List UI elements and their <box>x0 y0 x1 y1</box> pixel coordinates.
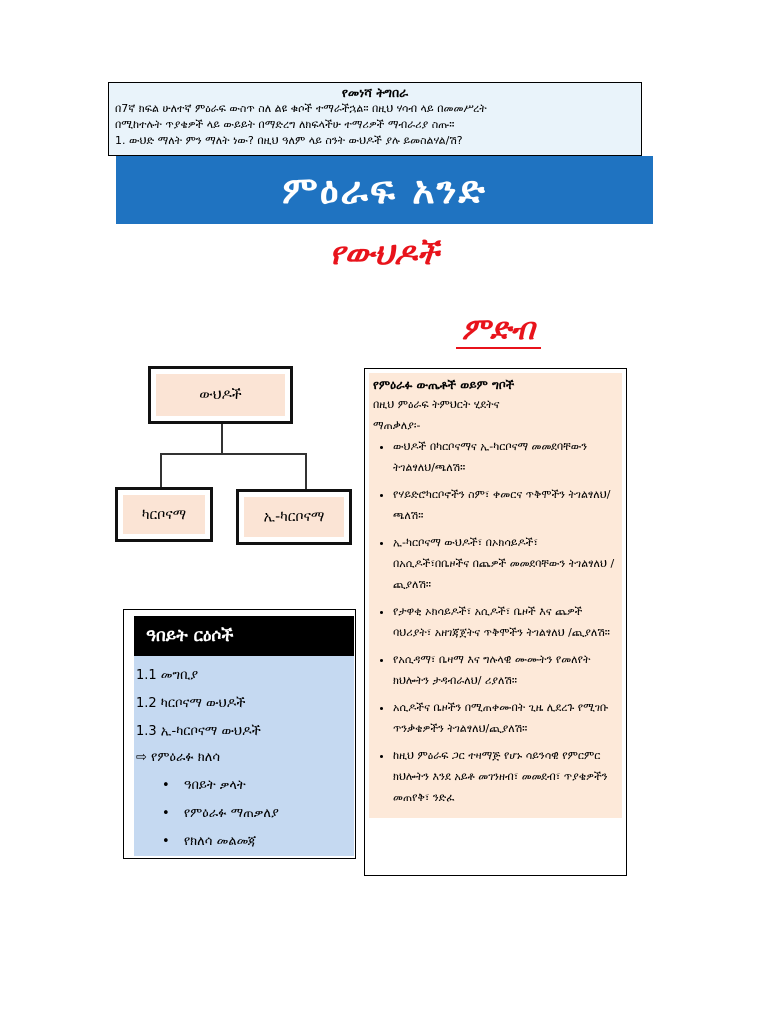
objectives-intro-1: በዚህ ምዕራፍ ትምህርት ሂደትና <box>373 398 500 411</box>
diagram-left-label: ካርቦናማ <box>141 506 187 523</box>
chapter-objectives-box <box>364 368 627 876</box>
diagram-right-label: ኢ-ካርቦናማ <box>263 509 325 525</box>
diagram-connector-left <box>160 453 162 488</box>
diagram-root-label: ውህዶች <box>199 387 242 403</box>
objective-item: • አሲዶችና ቤዞችን በሚጠቀሙበት ጊዜ ሊደረጉ የሚገቡ ጥንቃቄዎችን ትገልፃለህ/ጪያለሽ። <box>393 697 616 739</box>
diagram-connector-right <box>305 453 307 489</box>
objective-item: • የታዋቂ ኦክሳይዶች፣ አሲዶች፣ ቤዞች እና ጨዎች ባህሪያት፣ አዘገጃጀትና ጥቅሞችን ትገልፃለህ /ጪያለሽ። <box>393 601 616 643</box>
topic-item: 1.1 መግቢያ <box>136 668 199 683</box>
introduction-word: ምድብ <box>456 312 541 349</box>
objective-item: • የሃይድሮካርቦኖችን ስም፣ ቀመርና ጥቅሞችን ትገልፃለህ/ጫለሽ። <box>393 484 616 526</box>
diagram-left-box <box>115 487 213 542</box>
starter-line-2: በሚከተሉት ጥያቄዎች ላይ ውይይት በማድረግ ለክፍላችሁ ተማሪዎች ማብራሪያ ስጡ። <box>115 118 455 131</box>
diagram-root-box <box>148 366 293 424</box>
objectives-intro-2: ማጠቃለያ፡- <box>373 419 421 432</box>
objective-item: • ኢ-ካርቦናማ ውህዶች፣ በኦክሳይዶች፣ በአሲዶች፣በቤዞችና በጨዎች መመደባቸውን ትገልፃለህ /ጪያለሽ። <box>393 532 616 595</box>
diagram-connector-vertical <box>221 424 223 454</box>
diagram-right-box <box>236 489 352 545</box>
main-topics-box <box>123 609 356 859</box>
objective-item: • ውህዶች በካርቦናማና ኢ-ካርቦናማ መመደባቸውን ትገልፃለህ/ጫለሽ። <box>393 436 616 478</box>
starter-line-3: 1. ውህድ ማለት ምን ማለት ነው? በዚህ ዓለም ላይ ስንት ውህዶች ያሉ ይመስልሃል/ሽ? <box>115 134 463 147</box>
chapter-banner <box>116 156 653 224</box>
starter-line-1: በ7ኛ ክፍል ሁለተኛ ምዕራፍ ውስጥ ስለ ልዩ ቁሶች ተማራችኋል። በዚህ ሃሳብ ላይ በመመሥረት <box>115 102 487 115</box>
starter-title: የመነሻ ትግበራ <box>341 85 409 100</box>
topic-item: 1.2 ካርቦናማ ውህዶች <box>136 696 246 711</box>
topic-subitem: • ዓበይት ቃላት <box>162 778 246 793</box>
main-topics-header: ዓበይት ርዕሶች <box>134 616 354 656</box>
diagram-connector-horizontal <box>160 453 307 455</box>
objectives-title: የምዕራፉ ውጤቶች ወይም ግቦች <box>373 378 515 392</box>
main-topics-list <box>134 656 354 856</box>
topic-item: 1.3 ኢ-ካርቦናማ ውህዶች <box>136 724 261 739</box>
objective-item: • ከዚህ ምዕራፍ ጋር ተዛማጅ የሆኑ ሳይንሳዊ የምርምር ክህሎትን እንደ አይቶ መገንዘብ፣ መመደብ፣ ጥያቄዎችን መጠየቅ፣ ንድፈ <box>393 745 616 808</box>
chapter-subtitle: የውህዶች <box>329 236 439 272</box>
topic-item: ⇨ የምዕራፉ ክለሳ <box>136 750 221 765</box>
topic-subitem: • የምዕራፉ ማጠቃለያ <box>162 806 279 821</box>
topic-subitem: • የክለሳ መልመጃ <box>162 834 257 849</box>
starter-activity-box <box>108 82 642 156</box>
chapter-banner-text: ምዕራፍ አንድ <box>282 167 487 212</box>
objective-item: • የአሲዳማ፣ ቤዛማ እና ግሉላዊ ሙሙትን የመለየት ክህሎትን ታዳብራለህ/ ሪያለሽ። <box>393 649 616 691</box>
objectives-list <box>373 436 616 808</box>
